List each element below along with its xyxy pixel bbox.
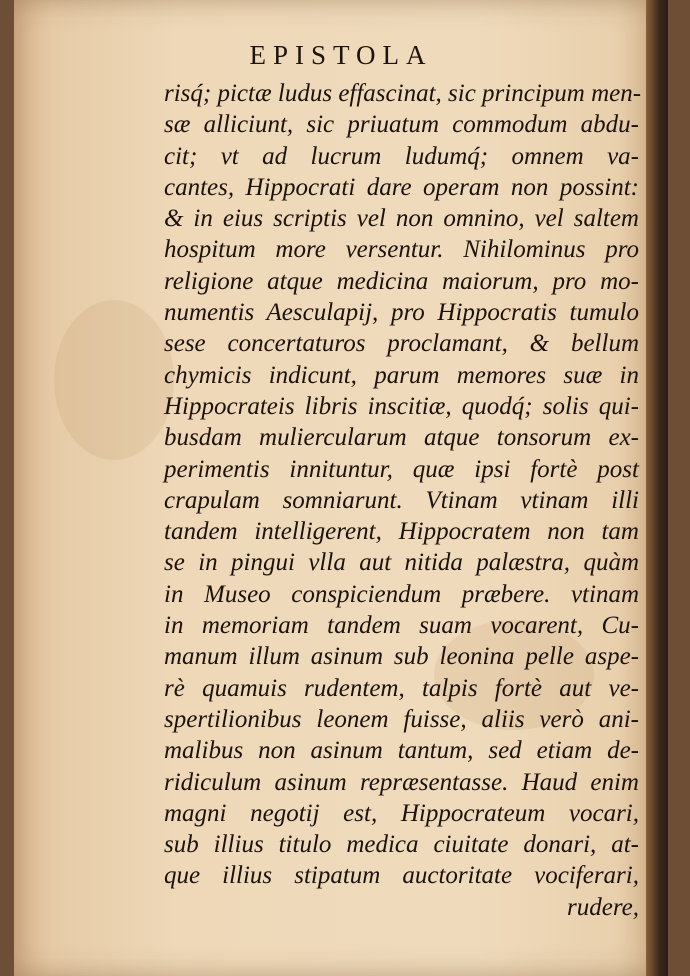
catchword: rudere, [567, 893, 639, 921]
text-line: Hippocrateis libris inscitiæ, quodq́; solis qui- [164, 392, 639, 420]
text-line: cit; vt ad lucrum ludumq́; omnem va- [164, 142, 639, 170]
body-text [164, 78, 642, 923]
text-line: malibus non asinum tantum, sed etiam de- [164, 737, 639, 765]
text-line: que illius stipatum auctoritate vociferari, [164, 862, 639, 890]
text-line: & in eius scriptis vel non omnino, vel saltem [164, 205, 639, 233]
text-line: rè quamuis rudentem, talpis fortè aut ve- [164, 674, 639, 702]
text-line: sæ alliciunt, sic priuatum commodum abdu- [164, 111, 639, 139]
text-line: religione atque medicina maiorum, pro mo- [164, 267, 639, 295]
text-line: in memoriam tandem suam vocarent, Cu- [164, 612, 639, 640]
text-line: in Museo conspiciendum præbere. vtinam [164, 580, 639, 608]
book-page [14, 0, 668, 976]
text-line: se in pingui vlla aut nitida palæstra, quàm [164, 549, 639, 577]
text-line: risq́; pictæ ludus effascinat, sic principum men- [164, 80, 642, 107]
text-line: busdam muliercularum atque tonsorum ex- [164, 424, 639, 452]
text-line: cantes, Hippocrati dare operam non possint: [164, 173, 639, 201]
text-line: sese concertaturos proclamant, & bellum [164, 330, 639, 358]
text-line: tandem intelligerent, Hippocratem non tam [164, 518, 639, 546]
text-line: numentis Aesculapij, pro Hippocratis tumulo [164, 299, 639, 327]
text-line: crapulam somniarunt. Vtinam vtinam illi [164, 486, 639, 514]
text-line: chymicis indicunt, parum memores suæ in [164, 361, 639, 389]
page-edge [646, 0, 668, 976]
text-line: perimentis innituntur, quæ ipsi fortè post [164, 455, 639, 483]
paper-stain [54, 300, 174, 460]
text-line: ridiculum asinum repræsentasse. Haud enim [164, 768, 639, 796]
text-line: spertilionibus leonem fuisse, aliis verò ani- [164, 705, 639, 733]
text-line: sub illius titulo medica ciuitate donari, at- [164, 831, 639, 859]
running-header: EPISTOLA [249, 40, 433, 70]
text-line: hospitum more versentur. Nihilominus pro [164, 236, 639, 264]
text-line: magni negotij est, Hippocrateum vocari, [164, 799, 639, 827]
text-line: manum illum asinum sub leonina pelle aspe- [164, 643, 639, 671]
